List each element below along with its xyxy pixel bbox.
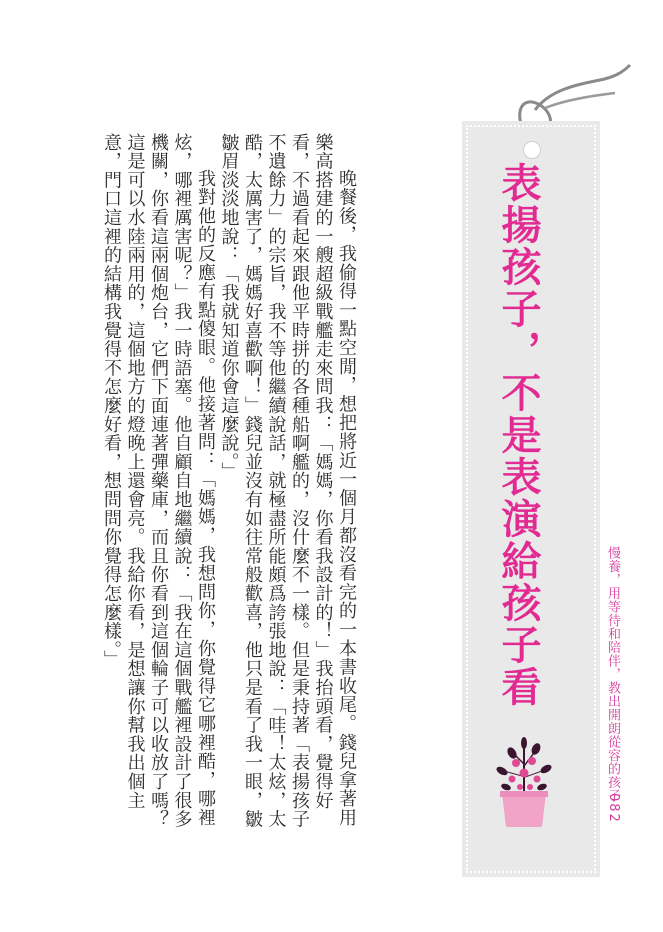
running-header: 慢養，用等待和陪伴，教出開朗從容的孩子 (605, 546, 620, 803)
body-text (100, 133, 359, 833)
page-number: 082 (606, 793, 621, 824)
potted-plant-icon (492, 735, 556, 830)
body-paragraph-2: 我對他的反應有點傻眼。他接著問：「媽媽，我想問你，你覺得它哪裡酷，哪裡炫，哪裡厲害呢？」我一時語塞。他自顧自地繼續說：「我在這個戰艦裡設計了很多機關，你看這兩個炮台，它們下面連著彈藥庫，而且你看到這個輪子可以收放了嗎？這是可以水陸兩用的，這個地方的燈晚上還會亮。我給你看，是想讓你幫我出個主意，門口這裡的結構我覺得不怎麼好看，想問問你覺得怎麼樣。」 (101, 133, 216, 829)
body-paragraph-1: 晚餐後，我偷得一點空閒，想把將近一個月都沒看完的一本書收尾。錢兒拿著用樂高搭建的一艘超級戰艦走來問我：「媽媽，你看我設計的！」我抬頭看，覺得好看，不過看起來跟他平時拼的各種船啊艦的，沒什麼不一樣。但是秉持著「表揚孩子不遺餘力」的宗旨，我不等他繼續說話，就極盡所能頗爲誇張地說：「哇！太炫，太酷，太厲害了，媽媽好喜歡啊！」錢兒並沒有如往常般歡喜，他只是看了我一眼，皺皺眉淡淡地說：「我就知道你會這麼說。」 (218, 133, 357, 829)
tag-hole (523, 141, 541, 159)
chapter-title: 表揚孩子，不是表演給孩子看 (495, 162, 541, 708)
